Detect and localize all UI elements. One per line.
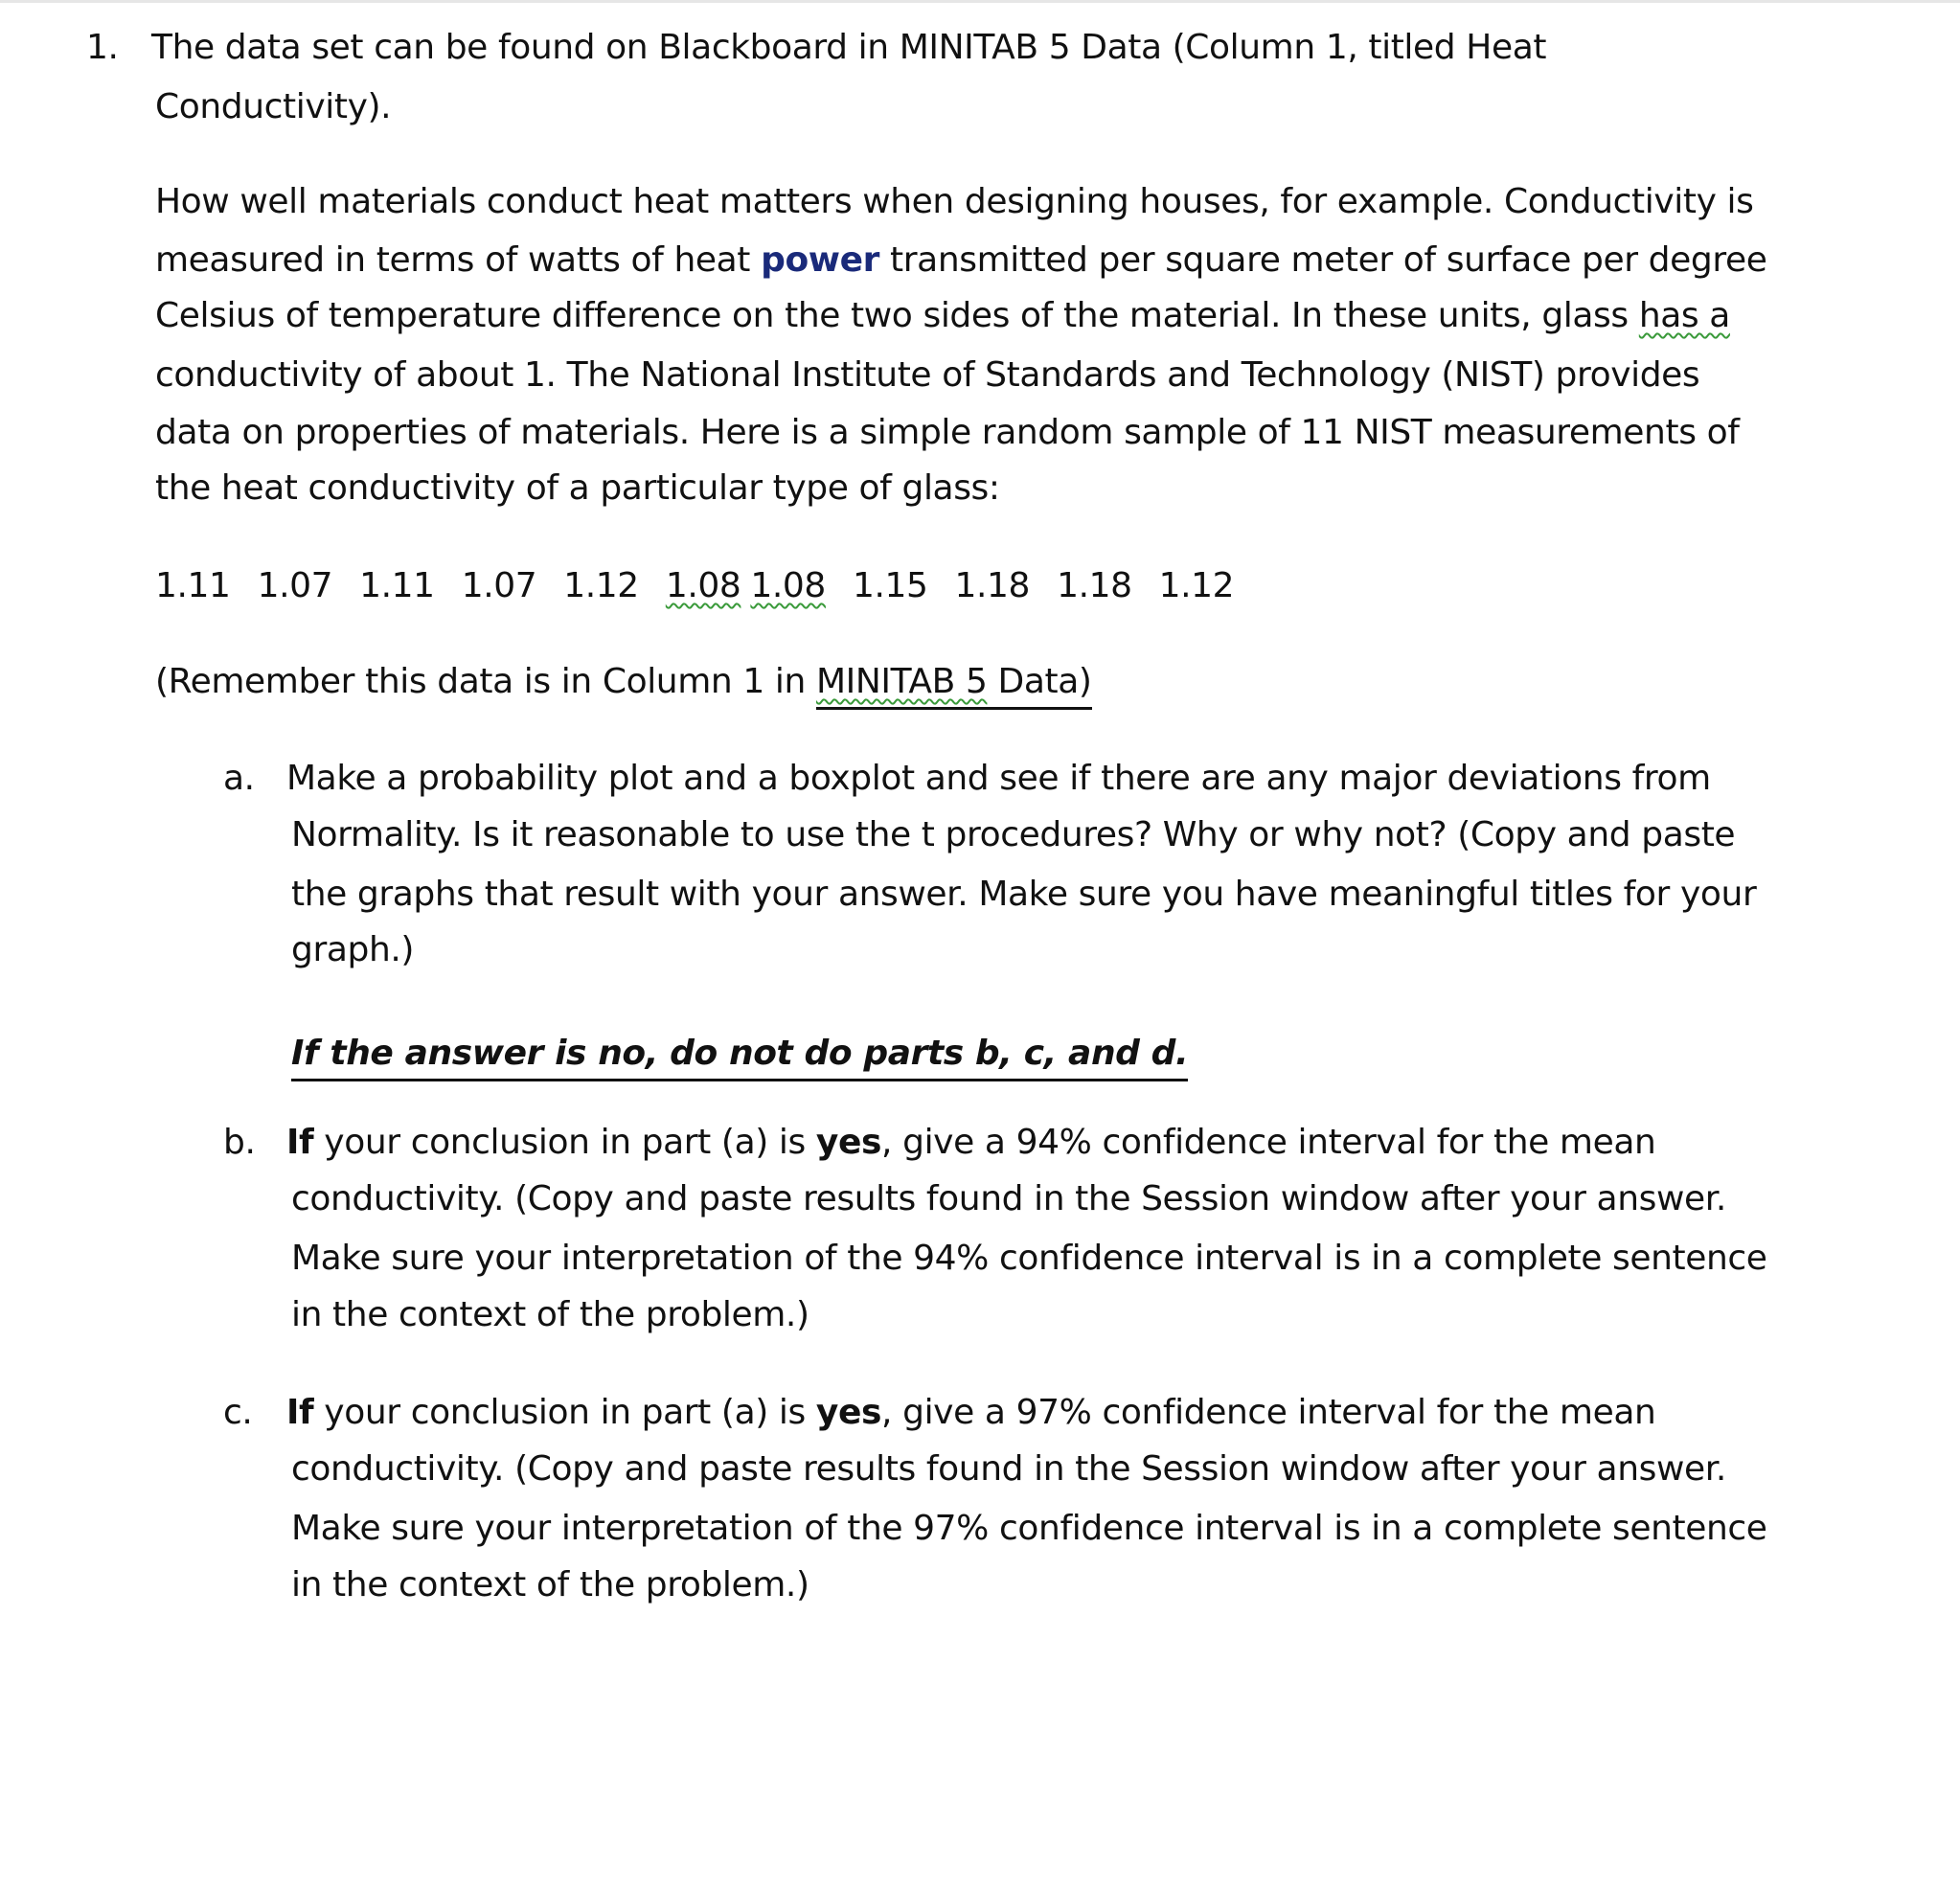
reminder-underlined — [816, 661, 1092, 710]
part-c-line-1 — [286, 1384, 1655, 1442]
paragraph-line-5: data on properties of materials. Here is a simple random sample of 11 NIST measurements of — [155, 413, 1740, 452]
paragraph-line-2-start: measured in terms of watts of heat — [155, 240, 762, 280]
paragraph-line-6: the heat conductivity of a particular type of glass: — [155, 468, 1000, 508]
part-b-line-2: conductivity. (Copy and paste results found in the Session window after your answer. — [291, 1179, 1726, 1218]
part-b-line-1 — [286, 1114, 1655, 1172]
part-b-line-1-end: , give a 94% confidence interval for the mean — [881, 1123, 1656, 1162]
paragraph-line-4: conductivity of about 1. The National Institute of Standards and Technology (NIST) provides — [155, 355, 1700, 395]
part-a-line-1: Make a probability plot and a boxplot and see if there are any major deviations from — [286, 759, 1711, 798]
part-b-yes: yes — [815, 1123, 882, 1162]
part-a-warning-wrap — [291, 1025, 1188, 1082]
part-c-letter: c. — [223, 1393, 253, 1432]
part-b-line-1-mid: your conclusion in part (a) is — [313, 1123, 816, 1162]
reminder-text-start: (Remember this data is in Column 1 in — [155, 662, 816, 701]
data-value: 1.15 — [852, 566, 928, 605]
data-value: 1.18 — [1057, 566, 1132, 605]
data-value: 1.07 — [257, 566, 333, 605]
data-value: 1.18 — [954, 566, 1031, 605]
part-a-line-2: Normality. Is it reasonable to use the t procedures? Why or why not? (Copy and paste — [291, 815, 1736, 854]
data-values-row — [155, 558, 1261, 615]
question-header-line-2: Conductivity). — [155, 87, 392, 126]
paragraph-line-3 — [155, 287, 1730, 345]
minitab-link[interactable]: MINITAB 5 — [815, 662, 988, 701]
data-value-flagged: 1.08 — [750, 566, 826, 605]
part-b-line-4: in the context of the problem.) — [291, 1295, 809, 1334]
data-value: 1.12 — [563, 566, 639, 605]
paragraph-line-2-end: transmitted per square meter of surface per degree — [879, 240, 1767, 280]
question-number: 1. — [86, 28, 119, 67]
part-c-line-1-mid: your conclusion in part (a) is — [313, 1393, 816, 1432]
data-value: 1.11 — [359, 566, 435, 605]
paragraph-line-3-start: Celsius of temperature difference on the two sides of the material. In these units, glass — [155, 296, 1639, 335]
part-c-line-3: Make sure your interpretation of the 97% confidence interval is in a complete sentence — [291, 1509, 1767, 1548]
part-c-if: If — [286, 1393, 314, 1432]
grammar-flag-has-a: has a — [1638, 296, 1730, 335]
part-c-line-4: in the context of the problem.) — [291, 1565, 809, 1605]
data-value: 1.12 — [1158, 566, 1235, 605]
data-value: 1.07 — [461, 566, 537, 605]
part-a-line-4: graph.) — [291, 930, 415, 969]
part-b-letter: b. — [223, 1123, 256, 1162]
part-b-if: If — [286, 1123, 314, 1162]
part-c-line-2: conductivity. (Copy and paste results found in the Session window after your answer. — [291, 1449, 1726, 1489]
question-header-line-1: The data set can be found on Blackboard in MINITAB 5 Data (Column 1, titled Heat — [151, 28, 1547, 67]
part-c-yes: yes — [815, 1393, 882, 1432]
part-a-warning: If the answer is no, do not do parts b, c, and d. — [291, 1033, 1188, 1081]
data-value-flagged: 1.08 — [665, 566, 741, 605]
part-a-line-3: the graphs that result with your answer. Make sure you have meaningful titles for your — [291, 875, 1757, 914]
power-keyword-link[interactable]: power — [761, 240, 880, 280]
data-value: 1.11 — [155, 566, 231, 605]
part-a-letter: a. — [223, 759, 255, 798]
paragraph-line-2 — [155, 232, 1766, 289]
part-c-line-1-end: , give a 97% confidence interval for the mean — [881, 1393, 1656, 1432]
paragraph-line-1: How well materials conduct heat matters when designing houses, for example. Conductivity is — [155, 182, 1754, 221]
part-b-line-3: Make sure your interpretation of the 94% confidence interval is in a complete sentence — [291, 1239, 1767, 1278]
reminder-text-end: Data) — [987, 662, 1092, 701]
reminder-line — [155, 653, 1092, 711]
